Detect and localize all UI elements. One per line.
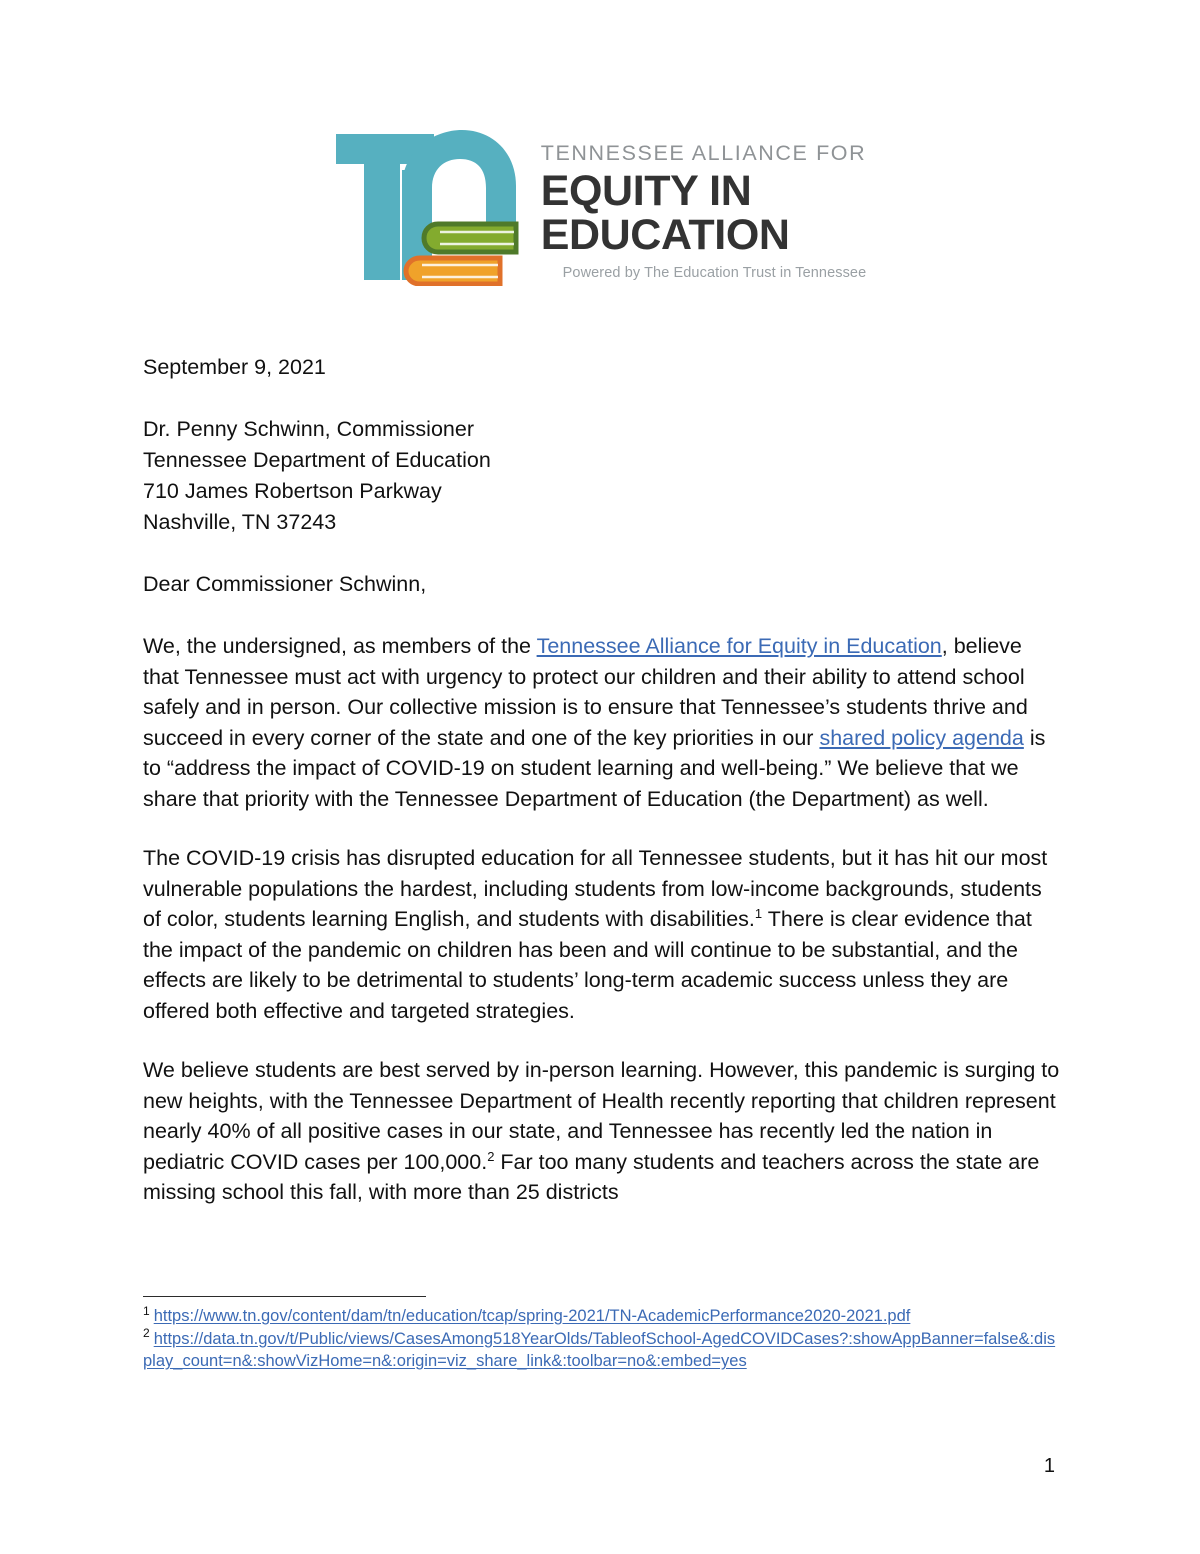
paragraph-3 xyxy=(143,1055,1061,1208)
p1-text-b: , believe that Tennessee must act with urgency to protect our children and their ability to attend school safely and in person. Our collective mission is to ensure that Tennessee’s students thrive and succeed in every corner of the state and one of the key priorities in our xyxy=(143,634,1028,750)
link-shared-policy-agenda[interactable]: shared policy agenda xyxy=(819,725,1024,750)
p2-text-a: The COVID-19 crisis has disrupted education for all Tennessee students, but it has hit our most vulnerable populations the hardest, including students from low-income backgrounds, students of color, students learning English, and students with disabilities. xyxy=(143,846,1048,931)
salutation: Dear Commissioner Schwinn, xyxy=(143,572,427,596)
logo-line-equity-in: EQUITY IN xyxy=(540,166,752,215)
book-orange xyxy=(406,258,500,284)
letterhead xyxy=(0,128,1200,286)
page-number: 1 xyxy=(1043,1455,1055,1477)
footnote-1 xyxy=(143,1305,1063,1328)
footnote-2 xyxy=(143,1328,1063,1373)
book-green xyxy=(424,224,516,252)
p3-text-a: We believe students are best served by in-person learning. However, this pandemic is surging to new heights, with the Tennessee Department of Health recently reporting that children represent nearly 40% of all positive cases in our state, and Tennessee has recently led the nation in pediatric COVID cases per 100,000. xyxy=(143,1058,1060,1174)
footnote-2-marker: 2 xyxy=(143,1326,150,1340)
footnote-1-marker: 1 xyxy=(143,1303,150,1318)
footnote-ref-2[interactable]: 2 xyxy=(487,1148,495,1164)
letter-date: September 9, 2021 xyxy=(143,355,326,379)
footnote-1-url[interactable]: https://www.tn.gov/content/dam/tn/education/tcap/spring-2021/TN-AcademicPerformance2020-2021.pdf xyxy=(153,1307,911,1325)
recipient-street: 710 James Robertson Parkway xyxy=(143,479,442,503)
p1-text-a: We, the undersigned, as members of the xyxy=(143,634,537,658)
link-tennessee-alliance[interactable]: Tennessee Alliance for Equity in Education xyxy=(536,634,942,658)
logo-tagline: Powered by The Education Trust in Tennessee xyxy=(562,265,867,281)
recipient-name-title: Dr. Penny Schwinn, Commissioner xyxy=(143,417,474,441)
logo-line-top: TENNESSEE ALLIANCE FOR xyxy=(540,141,867,165)
recipient-city-state-zip: Nashville, TN 37243 xyxy=(143,510,337,534)
logo-line-education: EDUCATION xyxy=(540,211,790,260)
footnote-2-url[interactable]: https://data.tn.gov/t/Public/views/CasesAmong518YearOlds/TableofSchool-AgedCOVIDCases?:showAppBanner=false&:display_count=n&:showVizHome=n&:origin=viz_share_link&:toolbar=no&:embed=yes xyxy=(143,1329,1056,1370)
p3-text-b: Far too many students and teachers across the state are missing school this fall, with more than 25 districts xyxy=(143,1149,1040,1204)
p2-text-b: There is clear evidence that the impact of the pandemic on children has been and will continue to be substantial, and the effects are likely to be detrimental to students’ long-term academic success unless they are offered both effective and targeted strategies. xyxy=(143,907,1032,1023)
letter-body xyxy=(143,352,1061,1208)
footnotes-section xyxy=(143,1296,1063,1373)
recipient-address-block xyxy=(143,414,1061,538)
recipient-organization: Tennessee Department of Education xyxy=(143,448,491,472)
paragraph-2 xyxy=(143,843,1061,1026)
tn-books-logo-icon xyxy=(334,128,519,286)
p1-text-c: is to “address the impact of COVID-19 on student learning and well-being.” We believe that we share that priority with the Tennessee Department of Education (the Department) as well. xyxy=(143,725,1046,811)
footnote-separator xyxy=(143,1296,426,1297)
logo-wordmark xyxy=(541,128,867,281)
footnote-ref-1[interactable]: 1 xyxy=(754,905,763,921)
paragraph-1 xyxy=(143,631,1061,814)
